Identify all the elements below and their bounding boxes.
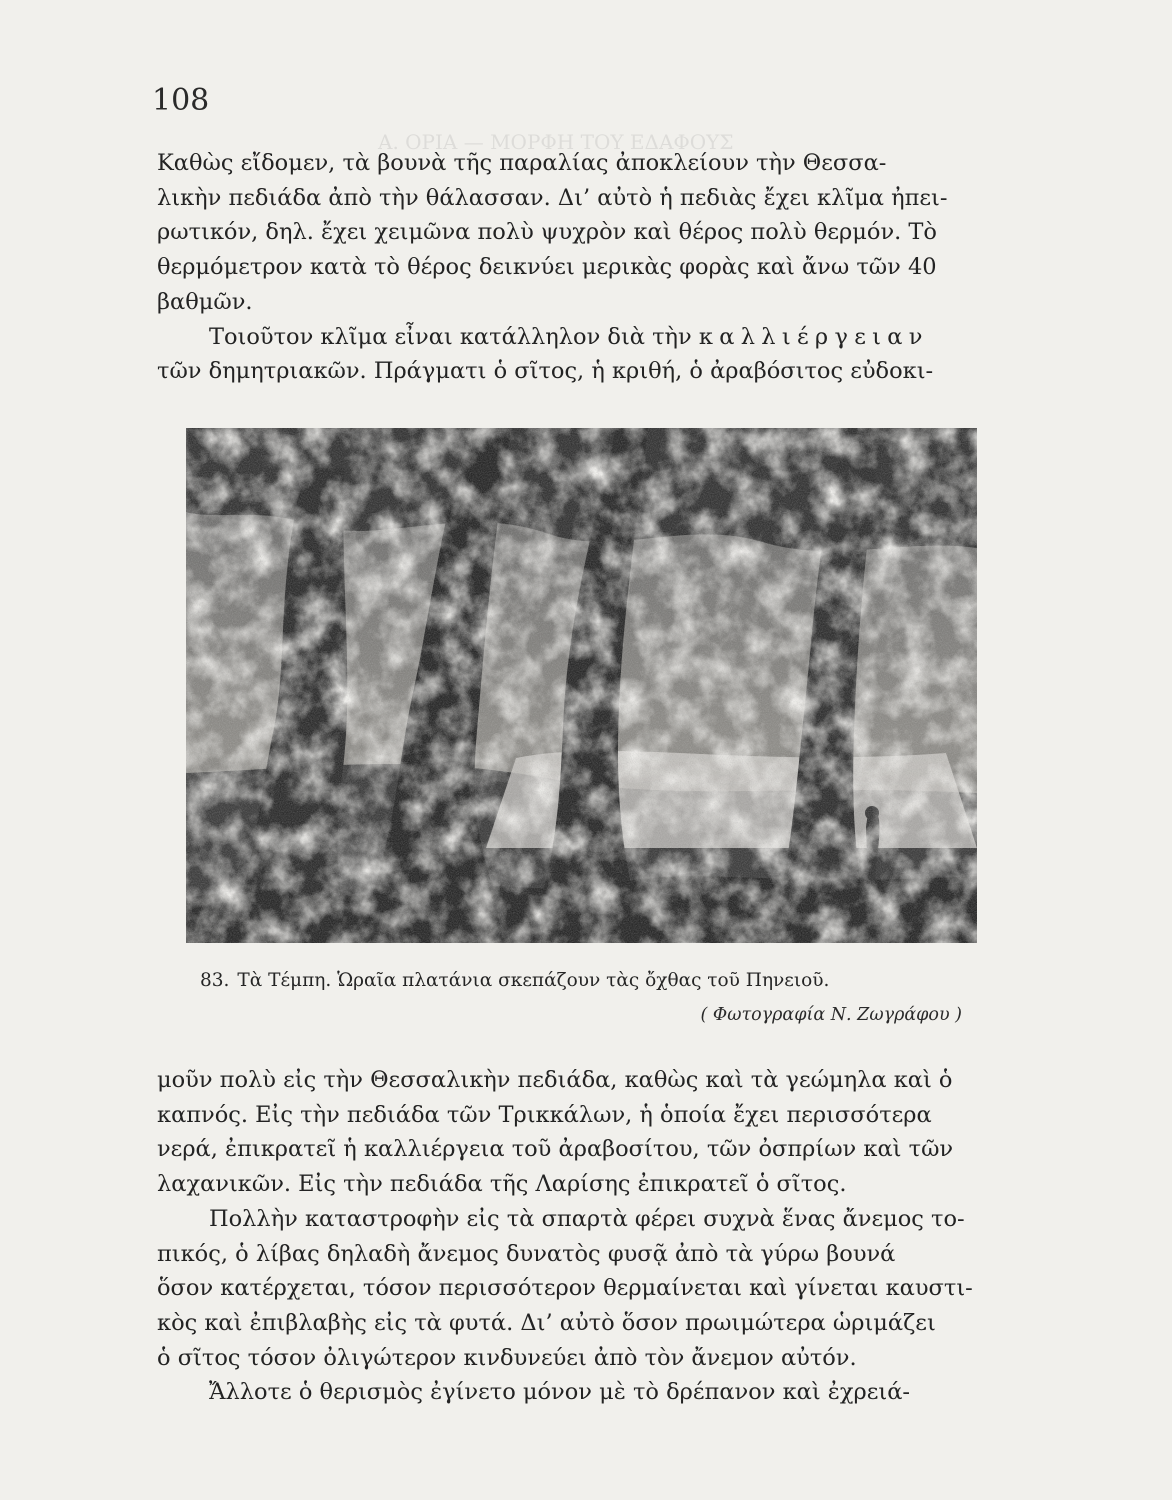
text-line: νερά, ἐπικρατεῖ ἡ καλλιέργεια τοῦ ἀραβοσίτου, τῶν ὀσπρίων καὶ τῶν [157, 1136, 954, 1163]
show-through-text: Α. ΟΡΙΑ — ΜΟΡΦΗ ΤΟΥ ΕΔΑΦΟΥΣ [378, 130, 734, 154]
paragraph-livas-wind [157, 1202, 989, 1376]
photo-grain [186, 428, 977, 943]
text-line: Πολλὴν καταστροφὴν εἰς τὰ σπαρτὰ φέρει συχνὰ ἕνας ἄνεμος το- [209, 1205, 965, 1232]
paragraph-cultivation [157, 320, 989, 389]
tempe-photograph [186, 428, 977, 943]
figure-number: 83. [200, 970, 230, 991]
photograph-illustration [186, 428, 977, 943]
text-line: μοῦν πολὺ εἰς τὴν Θεσσαλικὴν πεδιάδα, καθὼς καὶ τὰ γεώμηλα καὶ ὁ [157, 1067, 953, 1093]
photo-credit: ( Φωτογραφία Ν. Ζωγράφου ) [700, 1005, 962, 1025]
text-line: λικὴν πεδιάδα ἀπὸ τὴν θάλασσαν. Δι’ αὐτὸ ἡ πεδιὰς ἔχει κλῖμα ἠπει- [157, 184, 948, 211]
text-line: ὁ σῖτος τόσον ὀλιγώτερον κινδυνεύει ἀπὸ τὸν ἄνεμον αὐτόν. [157, 1344, 857, 1371]
page-number: 108 [152, 83, 210, 118]
text-line: ὅσον κατέρχεται, τόσον περισσότερον θερμαίνεται καὶ γίνεται καυστι- [157, 1275, 973, 1302]
paragraph-climate [157, 146, 989, 320]
figure-caption [200, 967, 960, 995]
text-line: λαχανικῶν. Εἰς τὴν πεδιάδα τῆς Λαρίσης ἐπικρατεῖ ὁ σῖτος. [157, 1171, 847, 1198]
text-line: τῶν δημητριακῶν. Πράγματι ὁ σῖτος, ἡ κριθή, ὁ ἀραβόσιτος εὐδοκι- [157, 358, 934, 385]
text-line: Τοιοῦτον κλῖμα εἶναι κατάλληλον διὰ τὴν [209, 323, 699, 350]
text-line: Ἄλλοτε ὁ θερισμὸς ἐγίνετο μόνον μὲ τὸ δρέπανον καὶ ἐχρειά- [209, 1379, 911, 1406]
bottom-text-block [157, 1063, 989, 1410]
paragraph-crops [157, 1063, 989, 1202]
text-line: κὸς καὶ ἐπιβλαβὴς εἰς τὰ φυτά. Δι’ αὐτὸ ὅσον πρωιμώτερα ὡριμάζει [157, 1309, 936, 1336]
paragraph-harvest [157, 1375, 989, 1410]
text-line: βαθμῶν. [157, 288, 253, 315]
caption-text: Τὰ Τέμπη. Ὡραῖα πλατάνια σκεπάζουν τὰς ὄχθας τοῦ Πηνειοῦ. [237, 970, 830, 991]
text-line: θερμόμετρον κατὰ τὸ θέρος δεικνύει μερικὰς φορὰς καὶ ἄνω τῶν 40 [157, 254, 937, 281]
text-line: καπνός. Εἰς τὴν πεδιάδα τῶν Τρικκάλων, ἡ ὁποία ἔχει περισσότερα [157, 1101, 932, 1128]
top-text-block [157, 146, 989, 389]
spaced-emphasis-word: καλλιέργειαν [698, 323, 929, 350]
text-line: πικός, ὁ λίβας δηλαδὴ ἄνεμος δυνατὸς φυσᾷ ἀπὸ τὰ γύρω βουνά [157, 1240, 896, 1267]
text-line: Καθὼς εἴδομεν, τὰ βουνὰ τῆς παραλίας ἀποκλείουν τὴν Θεσσα- [157, 150, 887, 176]
text-line: ρωτικόν, δηλ. ἔχει χειμῶνα πολὺ ψυχρὸν καὶ θέρος πολὺ θερμόν. Τὸ [157, 219, 937, 246]
